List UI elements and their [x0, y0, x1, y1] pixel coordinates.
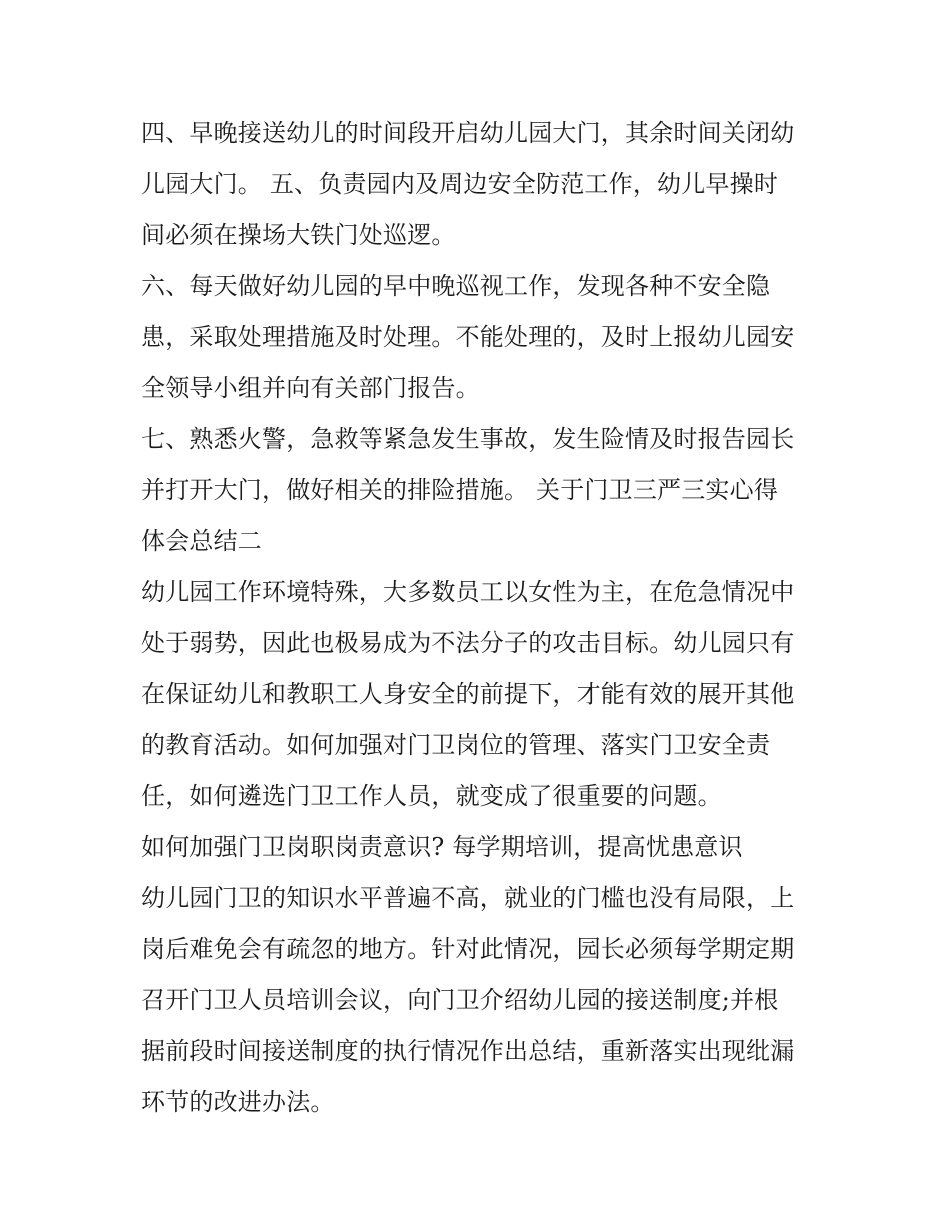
text-line: 患，采取处理措施及时处理。不能处理的，及时上报幼儿园安 — [141, 323, 795, 351]
document-body — [141, 108, 821, 1128]
paragraph-training — [141, 873, 821, 1128]
text-line: 七、熟悉火警，急救等紧急发生事故，发生险情及时报告园长 — [141, 425, 795, 453]
paragraph-heading-question — [141, 822, 821, 873]
paragraph-emergency — [141, 414, 821, 567]
text-line: 如何加强门卫岗职岗责意识? 每学期培训，提高忧患意识 — [141, 833, 743, 861]
text-line: 四、早晚接送幼儿的时间段开启幼儿园大门，其余时间关闭幼 — [141, 119, 795, 147]
text-line: 据前段时间接送制度的执行情况作出总结，重新落实出现纰漏 — [141, 1037, 795, 1065]
text-line: 体会总结二 — [141, 527, 262, 555]
text-line: 六、每天做好幼儿园的早中晚巡视工作，发现各种不安全隐 — [141, 272, 771, 300]
paragraph-patrol — [141, 261, 821, 414]
text-line: 儿园大门。 五、负责园内及周边安全防范工作，幼儿早操时 — [141, 170, 779, 198]
text-line: 环节的改进办法。 — [141, 1088, 335, 1116]
text-line: 的教育活动。如何加强对门卫岗位的管理、落实门卫安全责 — [141, 731, 771, 759]
text-line: 岗后难免会有疏忽的地方。针对此情况，园长必须每学期定期 — [141, 935, 795, 963]
text-line: 召开门卫人员培训会议，向门卫介绍幼儿园的接送制度;并根 — [141, 986, 779, 1014]
text-line: 幼儿园工作环境特殊，大多数员工以女性为主，在危急情况中 — [141, 578, 795, 606]
text-line: 并打开大门，做好相关的排险措施。 关于门卫三严三实心得 — [141, 476, 779, 504]
text-line: 任，如何遴选门卫工作人员，就变成了很重要的问题。 — [141, 782, 722, 810]
text-line: 间必须在操场大铁门处巡逻。 — [141, 221, 456, 249]
text-line: 幼儿园门卫的知识水平普遍不高，就业的门槛也没有局限，上 — [141, 884, 795, 912]
paragraph-environment — [141, 567, 821, 822]
text-line: 在保证幼儿和教职工人身安全的前提下，才能有效的展开其他 — [141, 680, 795, 708]
text-line: 处于弱势，因此也极易成为不法分子的攻击目标。幼儿园只有 — [141, 629, 795, 657]
paragraph-gate-duties — [141, 108, 821, 261]
text-line: 全领导小组并向有关部门报告。 — [141, 374, 480, 402]
